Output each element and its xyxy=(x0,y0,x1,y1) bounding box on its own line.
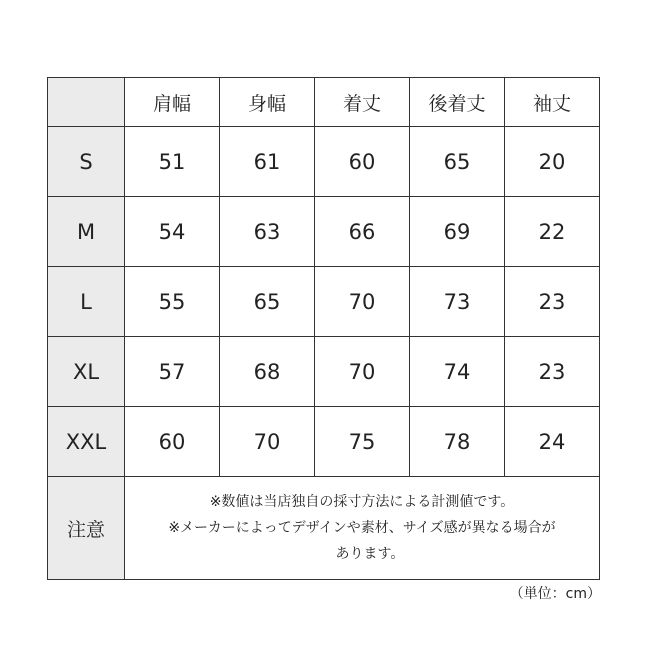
table-row xyxy=(48,407,600,477)
corner-cell xyxy=(48,78,125,127)
table-cell: 65 xyxy=(220,267,315,337)
table-cell: 55 xyxy=(125,267,220,337)
table-cell: 20 xyxy=(505,127,600,197)
table-cell: 60 xyxy=(125,407,220,477)
header-row xyxy=(48,78,600,127)
header-length: 着丈 xyxy=(315,78,410,127)
table-cell: 51 xyxy=(125,127,220,197)
notes-label: 注意 xyxy=(48,477,125,580)
table-cell: 70 xyxy=(220,407,315,477)
table-cell: 74 xyxy=(410,337,505,407)
size-chart-table xyxy=(47,77,600,580)
header-shoulder-width: 肩幅 xyxy=(125,78,220,127)
table-cell: 54 xyxy=(125,197,220,267)
table-row xyxy=(48,267,600,337)
table-cell: 61 xyxy=(220,127,315,197)
table-cell: 24 xyxy=(505,407,600,477)
size-label: S xyxy=(48,127,125,197)
size-label: M xyxy=(48,197,125,267)
table-cell: 65 xyxy=(410,127,505,197)
table-cell: 70 xyxy=(315,267,410,337)
notes-row xyxy=(48,477,600,580)
header-sleeve-length: 袖丈 xyxy=(505,78,600,127)
table-cell: 69 xyxy=(410,197,505,267)
table-cell: 23 xyxy=(505,337,600,407)
table-cell: 57 xyxy=(125,337,220,407)
table-cell: 63 xyxy=(220,197,315,267)
table-cell: 23 xyxy=(505,267,600,337)
table-row xyxy=(48,127,600,197)
table-cell: 68 xyxy=(220,337,315,407)
unit-label: （単位：cm） xyxy=(509,586,601,602)
notes-text xyxy=(125,477,600,580)
size-label: XL xyxy=(48,337,125,407)
table-cell: 60 xyxy=(315,127,410,197)
table-row xyxy=(48,337,600,407)
table-cell: 78 xyxy=(410,407,505,477)
table-cell: 73 xyxy=(410,267,505,337)
note-line: ※メーカーによってデザインや素材、サイズ感が異なる場合が xyxy=(168,520,556,536)
size-label: L xyxy=(48,267,125,337)
note-line: ※数値は当店独自の採寸方法による計測値です。 xyxy=(209,494,515,510)
header-body-width: 身幅 xyxy=(220,78,315,127)
table-cell: 66 xyxy=(315,197,410,267)
table-cell: 70 xyxy=(315,337,410,407)
table-cell: 75 xyxy=(315,407,410,477)
size-label: XXL xyxy=(48,407,125,477)
table-cell: 22 xyxy=(505,197,600,267)
note-line: あります。 xyxy=(335,546,405,562)
table-row xyxy=(48,197,600,267)
header-back-length: 後着丈 xyxy=(410,78,505,127)
